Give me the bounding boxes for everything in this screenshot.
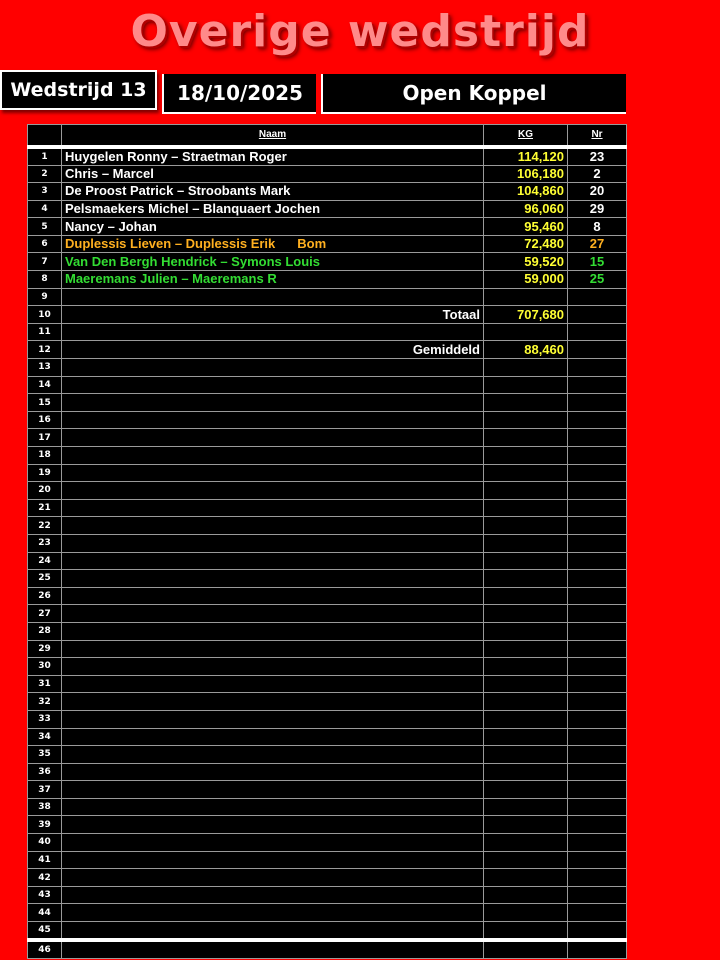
row-name xyxy=(62,869,484,887)
table-row-empty xyxy=(28,499,627,517)
row-nr xyxy=(568,323,627,341)
row-nr xyxy=(568,411,627,429)
row-name xyxy=(62,746,484,764)
row-name xyxy=(62,587,484,605)
row-name xyxy=(62,271,484,289)
row-nr xyxy=(568,798,627,816)
row-nr xyxy=(568,851,627,869)
row-nr xyxy=(568,429,627,447)
table-row xyxy=(28,165,627,183)
table-row-empty xyxy=(28,482,627,500)
row-number: 3 xyxy=(28,183,62,201)
row-nr xyxy=(568,499,627,517)
row-nr xyxy=(568,922,627,941)
row-nr: 2 xyxy=(568,165,627,183)
row-nr xyxy=(568,940,627,959)
row-kg: 114,120 xyxy=(484,147,568,166)
row-number: 17 xyxy=(28,429,62,447)
row-number: 36 xyxy=(28,763,62,781)
table-row-empty xyxy=(28,464,627,482)
results-table xyxy=(27,124,627,959)
row-kg xyxy=(484,886,568,904)
table-row xyxy=(28,271,627,289)
row-nr xyxy=(568,816,627,834)
page-title: Overige wedstrijd xyxy=(130,6,590,57)
row-number: 33 xyxy=(28,710,62,728)
row-number: 32 xyxy=(28,693,62,711)
row-name-text: Nancy – Johan xyxy=(65,218,157,234)
row-name xyxy=(62,710,484,728)
row-number: 6 xyxy=(28,235,62,253)
row-kg xyxy=(484,376,568,394)
row-name xyxy=(62,394,484,412)
header-nr: Nr xyxy=(568,125,627,147)
row-name xyxy=(62,359,484,377)
row-kg xyxy=(484,359,568,377)
row-kg xyxy=(484,869,568,887)
row-name-text: Maeremans Julien – Maeremans R xyxy=(65,271,277,287)
row-number: 29 xyxy=(28,640,62,658)
row-name xyxy=(62,411,484,429)
row-kg xyxy=(484,570,568,588)
table-row xyxy=(28,218,627,236)
row-kg xyxy=(484,693,568,711)
table-row-empty xyxy=(28,534,627,552)
row-name xyxy=(62,886,484,904)
row-nr xyxy=(568,886,627,904)
row-name xyxy=(62,675,484,693)
table-row xyxy=(28,200,627,218)
header-kg: KG xyxy=(484,125,568,147)
row-number: 22 xyxy=(28,517,62,535)
row-name xyxy=(62,622,484,640)
row-number: 37 xyxy=(28,781,62,799)
row-name xyxy=(62,834,484,852)
row-nr xyxy=(568,675,627,693)
table-row xyxy=(28,253,627,271)
row-kg xyxy=(484,394,568,412)
row-name xyxy=(62,235,484,253)
row-nr xyxy=(568,447,627,465)
row-name xyxy=(62,728,484,746)
row-kg xyxy=(484,622,568,640)
row-nr xyxy=(568,341,627,359)
row-nr xyxy=(568,658,627,676)
table-row-empty xyxy=(28,693,627,711)
row-name xyxy=(62,658,484,676)
table-row xyxy=(28,235,627,253)
row-kg xyxy=(484,499,568,517)
row-nr xyxy=(568,693,627,711)
row-nr: 23 xyxy=(568,147,627,166)
row-kg xyxy=(484,816,568,834)
row-number: 9 xyxy=(28,288,62,306)
row-name xyxy=(62,482,484,500)
row-nr xyxy=(568,288,627,306)
row-kg xyxy=(484,710,568,728)
row-number: 45 xyxy=(28,922,62,941)
row-number: 14 xyxy=(28,376,62,394)
table-body xyxy=(28,147,627,959)
table-row xyxy=(28,183,627,201)
row-kg xyxy=(484,658,568,676)
table-row-empty xyxy=(28,904,627,922)
table-row-empty xyxy=(28,746,627,764)
row-number: 34 xyxy=(28,728,62,746)
results-table-wrapper xyxy=(27,124,626,959)
table-row-empty xyxy=(28,552,627,570)
row-name xyxy=(62,517,484,535)
row-name xyxy=(62,376,484,394)
row-nr xyxy=(568,482,627,500)
row-name xyxy=(62,640,484,658)
row-number: 44 xyxy=(28,904,62,922)
row-nr xyxy=(568,394,627,412)
row-number: 40 xyxy=(28,834,62,852)
row-nr xyxy=(568,552,627,570)
table-row-empty xyxy=(28,834,627,852)
table-row-empty xyxy=(28,288,627,306)
row-kg: 59,520 xyxy=(484,253,568,271)
row-number: 28 xyxy=(28,622,62,640)
row-nr xyxy=(568,622,627,640)
row-name-text: Van Den Bergh Hendrick – Symons Louis xyxy=(65,253,321,269)
row-kg xyxy=(484,605,568,623)
row-number: 39 xyxy=(28,816,62,834)
table-row-empty xyxy=(28,728,627,746)
row-number: 23 xyxy=(28,534,62,552)
row-name xyxy=(62,552,484,570)
row-nr xyxy=(568,359,627,377)
row-kg xyxy=(484,675,568,693)
row-kg xyxy=(484,464,568,482)
row-number: 27 xyxy=(28,605,62,623)
totaal-label: Totaal xyxy=(62,306,484,324)
row-number: 5 xyxy=(28,218,62,236)
row-number: 25 xyxy=(28,570,62,588)
table-row xyxy=(28,147,627,166)
row-nr: 8 xyxy=(568,218,627,236)
row-number: 10 xyxy=(28,306,62,324)
table-row-empty xyxy=(28,411,627,429)
row-kg xyxy=(484,288,568,306)
table-row-empty xyxy=(28,376,627,394)
row-kg xyxy=(484,940,568,959)
row-number: 46 xyxy=(28,940,62,959)
row-number: 11 xyxy=(28,323,62,341)
table-header-row xyxy=(28,125,627,147)
row-name xyxy=(62,798,484,816)
row-number: 30 xyxy=(28,658,62,676)
table-row-empty xyxy=(28,658,627,676)
row-nr xyxy=(568,781,627,799)
row-nr xyxy=(568,728,627,746)
row-nr xyxy=(568,605,627,623)
row-name xyxy=(62,464,484,482)
row-name-text: De Proost Patrick – Stroobants Mark xyxy=(65,183,291,199)
row-name xyxy=(62,940,484,959)
row-kg: 104,860 xyxy=(484,183,568,201)
table-row-empty xyxy=(28,763,627,781)
table-row-empty xyxy=(28,587,627,605)
row-number: 2 xyxy=(28,165,62,183)
date-label: 18/10/2025 xyxy=(162,74,316,114)
row-nr xyxy=(568,517,627,535)
row-number: 31 xyxy=(28,675,62,693)
table-row-empty xyxy=(28,781,627,799)
row-nr xyxy=(568,869,627,887)
row-name xyxy=(62,534,484,552)
row-number: 12 xyxy=(28,341,62,359)
row-kg xyxy=(484,447,568,465)
row-kg xyxy=(484,834,568,852)
row-name xyxy=(62,253,484,271)
row-name xyxy=(62,693,484,711)
row-name-text: Pelsmaekers Michel – Blanquaert Jochen xyxy=(65,200,321,216)
row-nr xyxy=(568,640,627,658)
row-kg: 72,480 xyxy=(484,235,568,253)
table-row-empty xyxy=(28,710,627,728)
row-kg xyxy=(484,587,568,605)
row-kg xyxy=(484,922,568,941)
row-kg xyxy=(484,411,568,429)
row-name xyxy=(62,570,484,588)
table-row-empty xyxy=(28,886,627,904)
row-name-extra: Bom xyxy=(297,236,327,252)
table-row-empty xyxy=(28,622,627,640)
row-nr: 25 xyxy=(568,271,627,289)
row-number: 41 xyxy=(28,851,62,869)
row-nr: 15 xyxy=(568,253,627,271)
row-name xyxy=(62,288,484,306)
table-row-empty xyxy=(28,816,627,834)
row-number: 7 xyxy=(28,253,62,271)
table-row-empty xyxy=(28,640,627,658)
row-number: 13 xyxy=(28,359,62,377)
row-name xyxy=(62,851,484,869)
row-number: 15 xyxy=(28,394,62,412)
table-row-empty xyxy=(28,675,627,693)
row-name xyxy=(62,147,484,166)
row-nr xyxy=(568,763,627,781)
row-name xyxy=(62,904,484,922)
row-number: 16 xyxy=(28,411,62,429)
row-name-text: Chris – Marcel xyxy=(65,165,154,181)
table-row-empty xyxy=(28,798,627,816)
row-nr xyxy=(568,746,627,764)
row-number: 26 xyxy=(28,587,62,605)
row-kg xyxy=(484,798,568,816)
row-number: 8 xyxy=(28,271,62,289)
row-number: 35 xyxy=(28,746,62,764)
row-kg: 95,460 xyxy=(484,218,568,236)
row-kg: 96,060 xyxy=(484,200,568,218)
row-name xyxy=(62,816,484,834)
row-kg xyxy=(484,640,568,658)
row-kg xyxy=(484,534,568,552)
wedstrijd-label: Wedstrijd 13 xyxy=(0,70,157,110)
table-row-empty xyxy=(28,429,627,447)
row-name xyxy=(62,323,484,341)
totaal-value: 707,680 xyxy=(484,306,568,324)
row-nr xyxy=(568,587,627,605)
table-row-empty xyxy=(28,323,627,341)
row-kg xyxy=(484,429,568,447)
row-nr: 20 xyxy=(568,183,627,201)
header-num xyxy=(28,125,62,147)
category-label: Open Koppel xyxy=(321,74,626,114)
row-kg xyxy=(484,763,568,781)
row-number: 24 xyxy=(28,552,62,570)
row-name-text: Duplessis Lieven – Duplessis Erik xyxy=(65,236,276,252)
table-row-empty xyxy=(28,517,627,535)
row-nr: 27 xyxy=(568,235,627,253)
row-kg: 59,000 xyxy=(484,271,568,289)
row-nr xyxy=(568,904,627,922)
row-number: 19 xyxy=(28,464,62,482)
row-number: 4 xyxy=(28,200,62,218)
gemiddeld-row xyxy=(28,341,627,359)
row-nr xyxy=(568,570,627,588)
row-name xyxy=(62,781,484,799)
table-row-empty xyxy=(28,605,627,623)
row-name xyxy=(62,183,484,201)
row-number: 20 xyxy=(28,482,62,500)
row-kg xyxy=(484,851,568,869)
table-row-empty xyxy=(28,869,627,887)
row-name xyxy=(62,922,484,941)
row-name xyxy=(62,447,484,465)
gemiddeld-value: 88,460 xyxy=(484,341,568,359)
header-naam: Naam xyxy=(62,125,484,147)
row-nr xyxy=(568,710,627,728)
row-number: 42 xyxy=(28,869,62,887)
row-number: 21 xyxy=(28,499,62,517)
row-nr xyxy=(568,834,627,852)
row-name xyxy=(62,218,484,236)
row-nr xyxy=(568,464,627,482)
row-number: 1 xyxy=(28,147,62,166)
row-kg xyxy=(484,728,568,746)
row-name xyxy=(62,165,484,183)
row-kg xyxy=(484,517,568,535)
row-kg xyxy=(484,323,568,341)
table-row-empty xyxy=(28,447,627,465)
table-row-empty xyxy=(28,394,627,412)
row-kg xyxy=(484,904,568,922)
row-name xyxy=(62,763,484,781)
table-row-last xyxy=(28,940,627,959)
table-row-empty xyxy=(28,359,627,377)
gemiddeld-label: Gemiddeld xyxy=(62,341,484,359)
row-name xyxy=(62,429,484,447)
row-number: 38 xyxy=(28,798,62,816)
row-nr xyxy=(568,534,627,552)
row-name-text: Huygelen Ronny – Straetman Roger xyxy=(65,148,287,164)
row-name xyxy=(62,605,484,623)
row-nr xyxy=(568,306,627,324)
row-kg xyxy=(484,746,568,764)
row-kg xyxy=(484,781,568,799)
table-row-empty xyxy=(28,570,627,588)
row-kg: 106,180 xyxy=(484,165,568,183)
row-kg xyxy=(484,552,568,570)
row-kg xyxy=(484,482,568,500)
row-nr xyxy=(568,376,627,394)
row-name xyxy=(62,499,484,517)
row-name xyxy=(62,200,484,218)
row-number: 43 xyxy=(28,886,62,904)
table-row-empty xyxy=(28,851,627,869)
table-row-empty xyxy=(28,922,627,941)
totaal-row xyxy=(28,306,627,324)
row-number: 18 xyxy=(28,447,62,465)
row-nr: 29 xyxy=(568,200,627,218)
